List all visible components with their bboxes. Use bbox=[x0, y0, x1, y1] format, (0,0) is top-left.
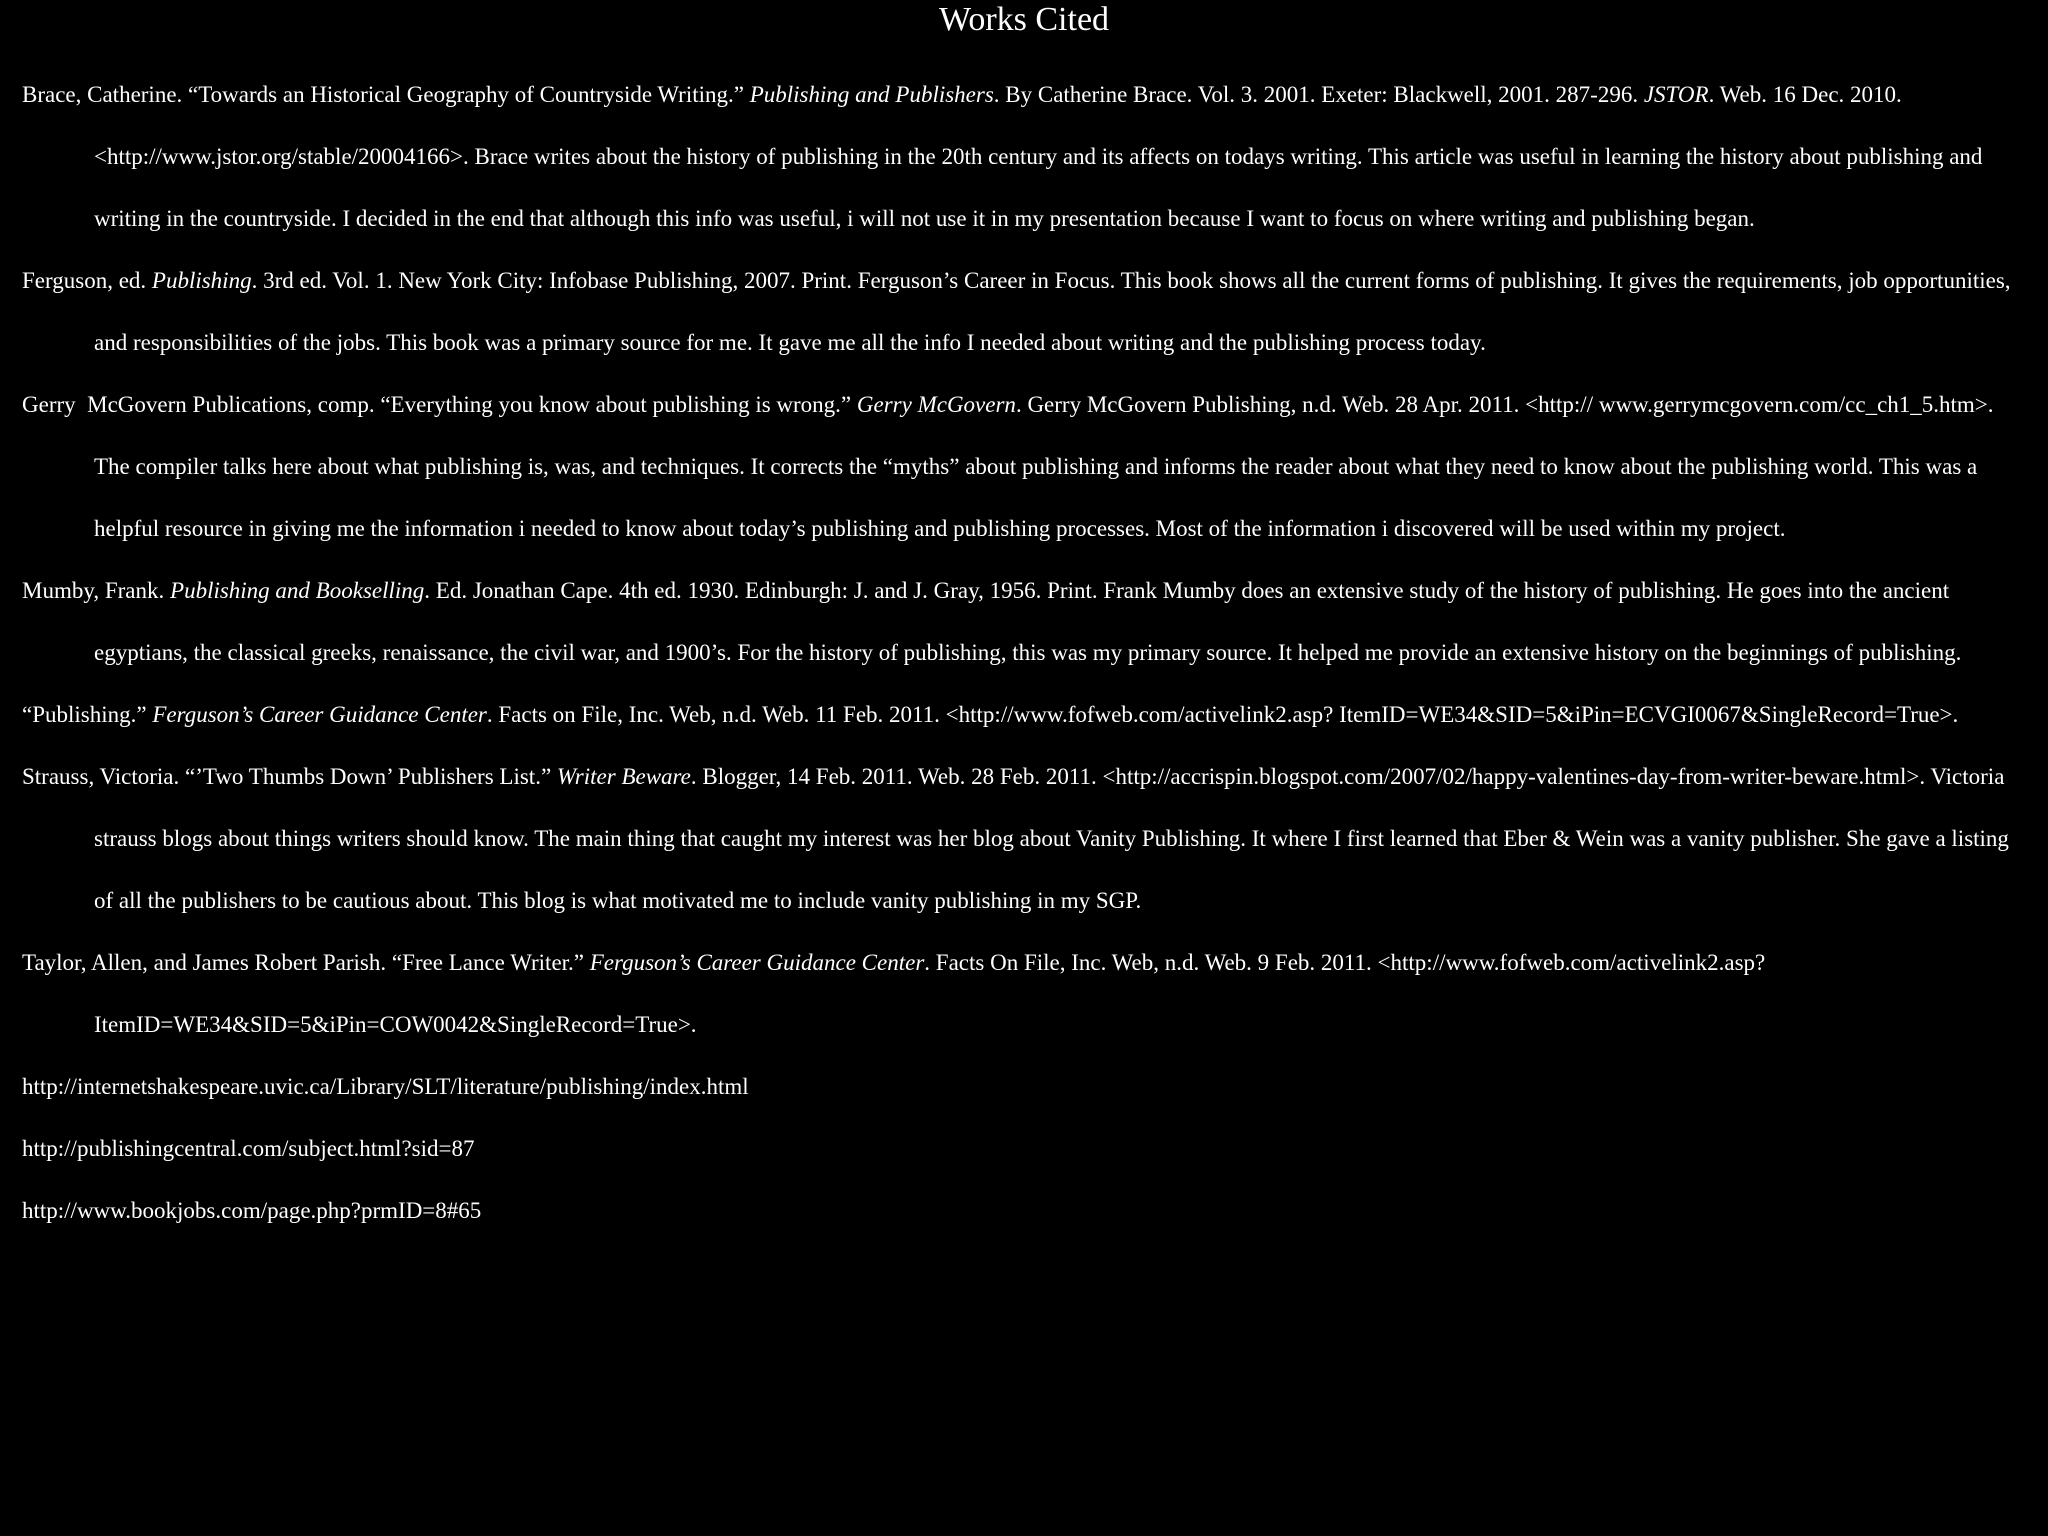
citation-text: . Blogger, 14 Feb. 2011. Web. 28 Feb. 2011. <http://accrispin.blogspot.com/2007/02/happy-valentines-day-from-writer-beware.html>. Victoria strauss blogs about things writers should know. The main thing that caught my interest was her blog about Vanity Publishing. It where I first learned that Eber & Wein was a vanity publisher. She gave a listing of all the publishers to be cautious about. This blog is what motivated me to include vanity publishing in my SGP. bbox=[94, 764, 2009, 913]
citation-italic-title: Ferguson’s Career Guidance Center bbox=[589, 950, 925, 975]
citation-entry-publishing bbox=[22, 684, 2030, 746]
works-cited-list bbox=[0, 64, 2048, 1242]
citation-italic-title: Writer Beware bbox=[556, 764, 691, 789]
citation-text: Mumby, Frank. bbox=[22, 578, 171, 603]
citation-text: Ferguson, ed. bbox=[22, 268, 152, 293]
citation-entry-mcgovern bbox=[22, 374, 2030, 560]
citation-italic-title: Publishing and Publishers bbox=[749, 82, 994, 107]
citation-text: . Ed. Jonathan Cape. 4th ed. 1930. Edinburgh: J. and J. Gray, 1956. Print. Frank Mumby does an extensive study of the history of publishing. He goes into the ancient egyptians, the classical greeks, renaissance, the civil war, and 1900’s. For the history of publishing, this was my primary source. It helped me provide an extensive history on the beginnings of publishing. bbox=[94, 578, 1962, 665]
citation-italic-source: JSTOR bbox=[1643, 82, 1709, 107]
citation-italic-title: Publishing and Bookselling bbox=[170, 578, 425, 603]
citation-text: Strauss, Victoria. “’Two Thumbs Down’ Publishers List.” bbox=[22, 764, 557, 789]
citation-text: Brace, Catherine. “Towards an Historical Geography of Countryside Writing.” bbox=[22, 82, 750, 107]
citation-italic-title: Publishing bbox=[151, 268, 252, 293]
url-line: http://publishingcentral.com/subject.html?sid=87 bbox=[22, 1136, 475, 1161]
citation-entry-brace bbox=[22, 64, 2030, 250]
citation-entry-mumby bbox=[22, 560, 2030, 684]
citation-entry-taylor bbox=[22, 932, 2030, 1056]
citation-text: . Web. 16 Dec. 2010. <http://www.jstor.org/stable/20004166>. Brace writes about the history of publishing in the 20th century and its affects on todays writing. This article was useful in learning the history about publishing and writing in the countryside. I decided in the end that although this info was useful, i will not use it in my presentation because I want to focus on where writing and publishing began. bbox=[94, 82, 1983, 231]
citation-text: . 3rd ed. Vol. 1. New York City: Infobase Publishing, 2007. Print. Ferguson’s Career in Focus. This book shows all the current forms of publishing. It gives the requirements, job opportunities, and responsibilities of the jobs. This book was a primary source for me. It gave me all the info I needed about writing and the publishing process today. bbox=[94, 268, 2011, 355]
citation-entry-strauss bbox=[22, 746, 2030, 932]
citation-text: Taylor, Allen, and James Robert Parish. “Free Lance Writer.” bbox=[22, 950, 590, 975]
citation-text: “Publishing.” bbox=[22, 702, 153, 727]
citation-text: . Facts on File, Inc. Web, n.d. Web. 11 Feb. 2011. <http://www.fofweb.com/activelink2.asp? ItemID=WE34&SID=5&iPin=ECVGI0067&SingleRecord=True>. bbox=[486, 702, 1959, 727]
page-title: Works Cited bbox=[938, 1, 1110, 38]
citation-text: Gerry McGovern Publications, comp. “Everything you know about publishing is wrong.” bbox=[22, 392, 857, 417]
citation-text: . By Catherine Brace. Vol. 3. 2001. Exeter: Blackwell, 2001. 287-296. bbox=[993, 82, 1644, 107]
citation-italic-title: Ferguson’s Career Guidance Center bbox=[152, 702, 487, 727]
url-line: http://www.bookjobs.com/page.php?prmID=8#65 bbox=[22, 1198, 482, 1223]
citation-text: . Facts On File, Inc. Web, n.d. Web. 9 Feb. 2011. <http://www.fofweb.com/activelink2.asp? ItemID=WE34&SID=5&iPin=COW0042&SingleRecord=True>. bbox=[94, 950, 1766, 1037]
citation-italic-title: Gerry McGovern bbox=[856, 392, 1016, 417]
citation-entry-ferguson bbox=[22, 250, 2030, 374]
url-line: http://internetshakespeare.uvic.ca/Library/SLT/literature/publishing/index.html bbox=[22, 1074, 749, 1099]
citation-text: . Gerry McGovern Publishing, n.d. Web. 28 Apr. 2011. <http:// www.gerrymcgovern.com/cc_ch1_5.htm>. The compiler talks here about what publishing is, was, and techniques. It corrects the “myths” about publishing and informs the reader about what they need to know about the publishing world. This was a helpful resource in giving me the information i needed to know about today’s publishing and publishing processes. Most of the information i discovered will be used within my project. bbox=[94, 392, 1994, 541]
